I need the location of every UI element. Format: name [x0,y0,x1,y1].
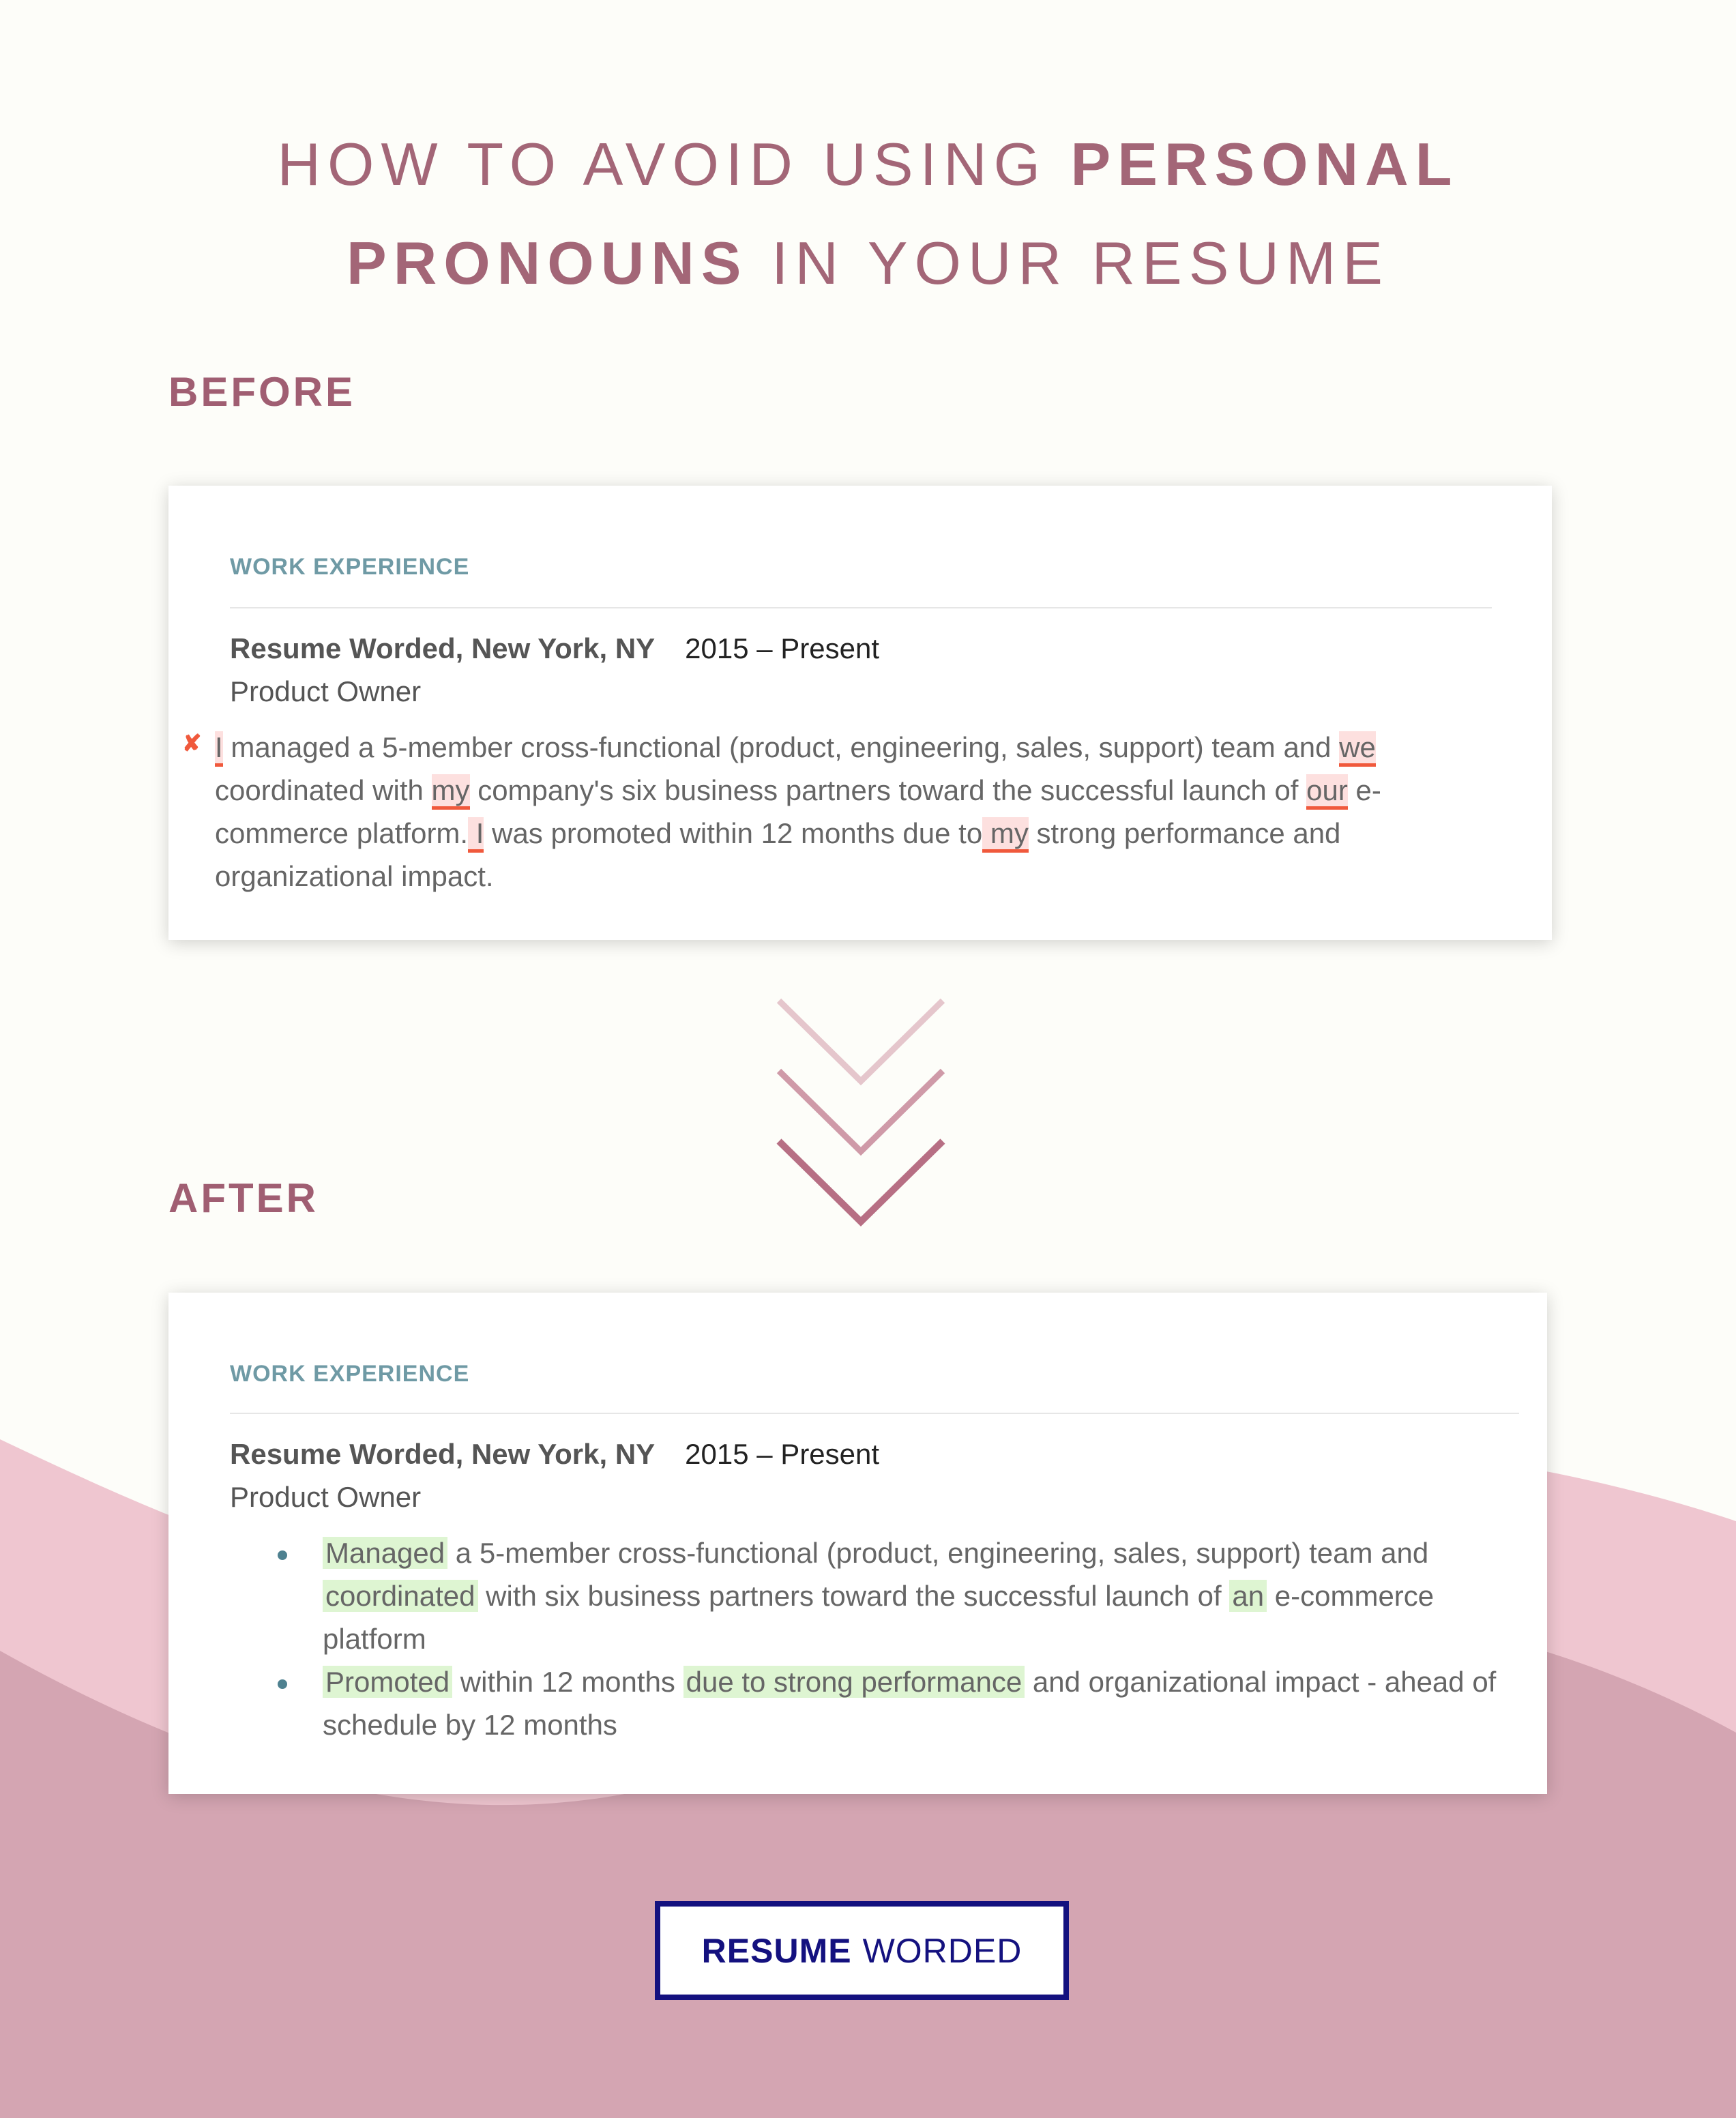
page-title-line2: PRONOUNS IN YOUR RESUME [347,229,1389,297]
divider [230,1413,1519,1414]
after-bullets [230,1531,1512,1746]
section-heading: WORK EXPERIENCE [230,1361,470,1387]
page-title-line1: HOW TO AVOID USING PERSONAL [277,130,1459,198]
pronoun-highlight: I [468,817,484,853]
text-segment: and organizational impact - ahead of schedule by 12 months [323,1666,1497,1741]
keyword-highlight: an [1229,1580,1267,1612]
pronoun-highlight: my [432,774,470,810]
keyword-highlight: Managed [323,1537,447,1569]
chevrons-down-icon [771,992,955,1238]
divider [230,607,1492,608]
job-role: Product Owner [230,675,422,707]
job-header: Resume Worded, New York, NY 2015 – Present [230,632,880,664]
section-heading: WORK EXPERIENCE [230,554,470,580]
after-card [168,1293,1547,1794]
pronoun-highlight: our [1306,774,1348,810]
text-segment: was promoted within 12 months due to [484,817,983,849]
job-header: Resume Worded, New York, NY 2015 – Present [230,1438,880,1470]
text-segment: managed a 5-member cross-functional (product, engineering, sales, support) team and [222,731,1340,763]
pronoun-highlight: I [215,731,223,767]
text-segment: within 12 months [452,1666,683,1698]
keyword-highlight: due to strong performance [683,1666,1025,1698]
text-segment: company's six business partners toward the successful launch of [469,774,1307,806]
resume-worded-logo[interactable]: RESUME WORDED [655,1901,1069,2000]
keyword-highlight: Promoted [323,1666,452,1698]
text-segment: with six business partners toward the successful launch of [477,1580,1230,1612]
job-role: Product Owner [230,1481,422,1513]
text-segment: a 5-member cross-functional (product, engineering, sales, support) team and [447,1537,1429,1569]
text-segment: e-commerce platform [323,1580,1435,1655]
bullet-item [230,1660,1512,1746]
before-card [168,486,1552,940]
before-label: BEFORE [168,369,356,415]
text-segment: strong performance and organizational impact. [215,817,1341,892]
bullet-item [230,1531,1512,1660]
text-segment: coordinated with [215,774,432,806]
pronoun-highlight: my [982,817,1029,853]
keyword-highlight: coordinated [323,1580,478,1612]
before-paragraph [215,726,1497,898]
error-x-icon: ✘ [182,731,202,756]
pronoun-highlight: we [1339,731,1376,767]
text-segment: e-commerce platform. [215,774,1381,849]
after-label: AFTER [168,1175,319,1221]
